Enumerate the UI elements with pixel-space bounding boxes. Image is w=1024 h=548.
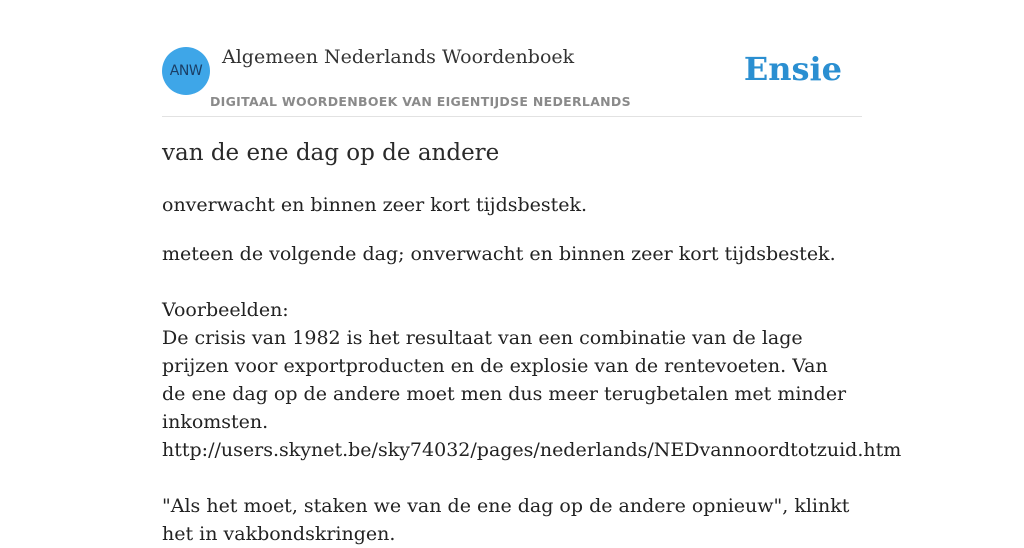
entry-term: van de ene dag op de andere — [162, 140, 500, 166]
anw-logo[interactable]: ANW — [162, 47, 210, 95]
page-container — [162, 0, 902, 545]
example-text: De crisis van 1982 is het resultaat van een combinatie van de lage prijzen voor exportproducten en de explosie van de rentevoeten. Van de ene dag op de andere moet men dus meer terugbetalen met minder inkomsten. — [162, 327, 847, 433]
site-subtitle: DIGITAAL WOORDENBOEK VAN EIGENTIJDSE NEDERLANDS — [210, 94, 631, 109]
site-title[interactable]: Algemeen Nederlands Woordenboek — [222, 46, 575, 68]
definition-short: onverwacht en binnen zeer kort tijdsbestek. — [162, 194, 588, 216]
definition-long: meteen de volgende dag; onverwacht en binnen zeer kort tijdsbestek. — [162, 243, 836, 265]
examples-label: Voorbeelden: — [162, 299, 289, 321]
definition-block — [162, 240, 902, 548]
example-text-2: "Als het moet, staken we van de ene dag op de andere opnieuw", klinkt het in vakbondskringen. — [162, 495, 850, 545]
example-source: http://users.skynet.be/sky74032/pages/nederlands/NEDvannoordtotzuid.htm — [162, 439, 902, 461]
site-header — [162, 0, 862, 117]
ensie-brand-link[interactable]: Ensie — [743, 50, 842, 88]
